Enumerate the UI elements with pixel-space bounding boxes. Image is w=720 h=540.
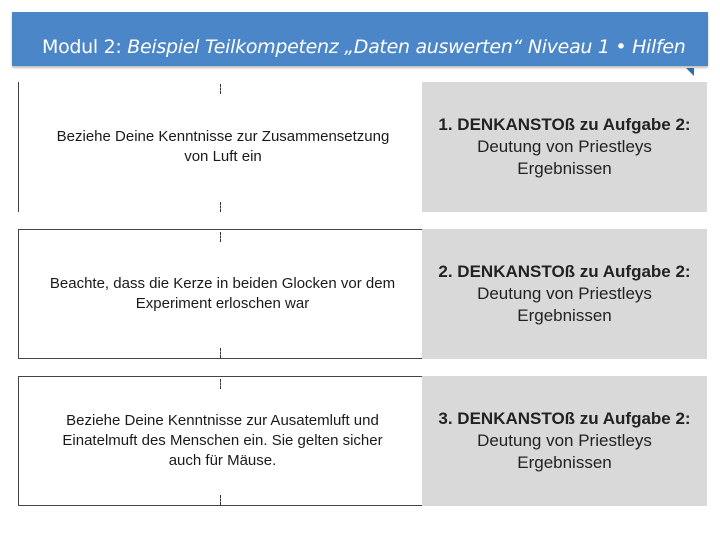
clue-panel-1: [422, 82, 707, 212]
cut-mark-bottom: [220, 202, 221, 212]
clue-line: Ergebnissen: [517, 453, 612, 472]
hint-card-3: [18, 376, 707, 506]
cut-mark-top: [220, 379, 221, 389]
clue-line: Ergebnissen: [517, 159, 612, 178]
title-bar: [12, 12, 708, 66]
clue-line: Deutung von Priestleys: [477, 431, 652, 450]
hint-text-3: [23, 411, 422, 471]
hint-line: Beziehe Deine Kenntnisse zur Zusammensetzung: [56, 128, 390, 145]
hint-line: Experiment erloschen war: [135, 295, 310, 312]
clue-panel-3: [422, 376, 707, 506]
cut-mark-bottom: [220, 348, 221, 358]
hint-text-2: [23, 274, 422, 314]
clue-heading: 2. DENKANSTOß zu Aufgabe 2:: [438, 262, 691, 281]
clue-heading: 1. DENKANSTOß zu Aufgabe 2:: [438, 115, 691, 134]
hint-panel-1: [18, 82, 423, 212]
hint-line: Beziehe Deine Kenntnisse zur Ausatemluft und: [66, 412, 379, 429]
cut-mark-top: [220, 232, 221, 242]
hint-panel-2: [18, 229, 422, 359]
slide-title: [42, 36, 686, 58]
hint-panel-3: [18, 376, 422, 506]
hint-line: Einatelmuft des Menschen ein. Sie gelten sicher: [62, 432, 383, 449]
cut-mark-bottom: [220, 495, 221, 505]
title-bar-corner: [686, 68, 694, 76]
clue-heading: 3. DENKANSTOß zu Aufgabe 2:: [438, 409, 691, 428]
hint-card-2: [18, 229, 707, 359]
title-emphasis: Beispiel Teilkompetenz „Daten auswerten“ Niveau 1 • Hilfen: [127, 36, 686, 58]
clue-panel-2: [422, 229, 707, 359]
hint-line: von Luft ein: [184, 148, 262, 165]
hint-line: Beachte, dass die Kerze in beiden Glocken vor dem: [49, 275, 396, 292]
clue-line: Deutung von Priestleys: [477, 137, 652, 156]
hint-text-1: [23, 127, 423, 167]
hint-card-1: [18, 82, 707, 212]
cut-mark-top: [220, 84, 221, 94]
title-prefix: Modul 2:: [42, 36, 128, 58]
clue-line: Deutung von Priestleys: [477, 284, 652, 303]
clue-line: Ergebnissen: [517, 306, 612, 325]
clue-text-2: [422, 261, 707, 327]
clue-text-1: [422, 114, 707, 180]
hint-line: auch für Mäuse.: [168, 452, 277, 469]
clue-text-3: [422, 408, 707, 474]
